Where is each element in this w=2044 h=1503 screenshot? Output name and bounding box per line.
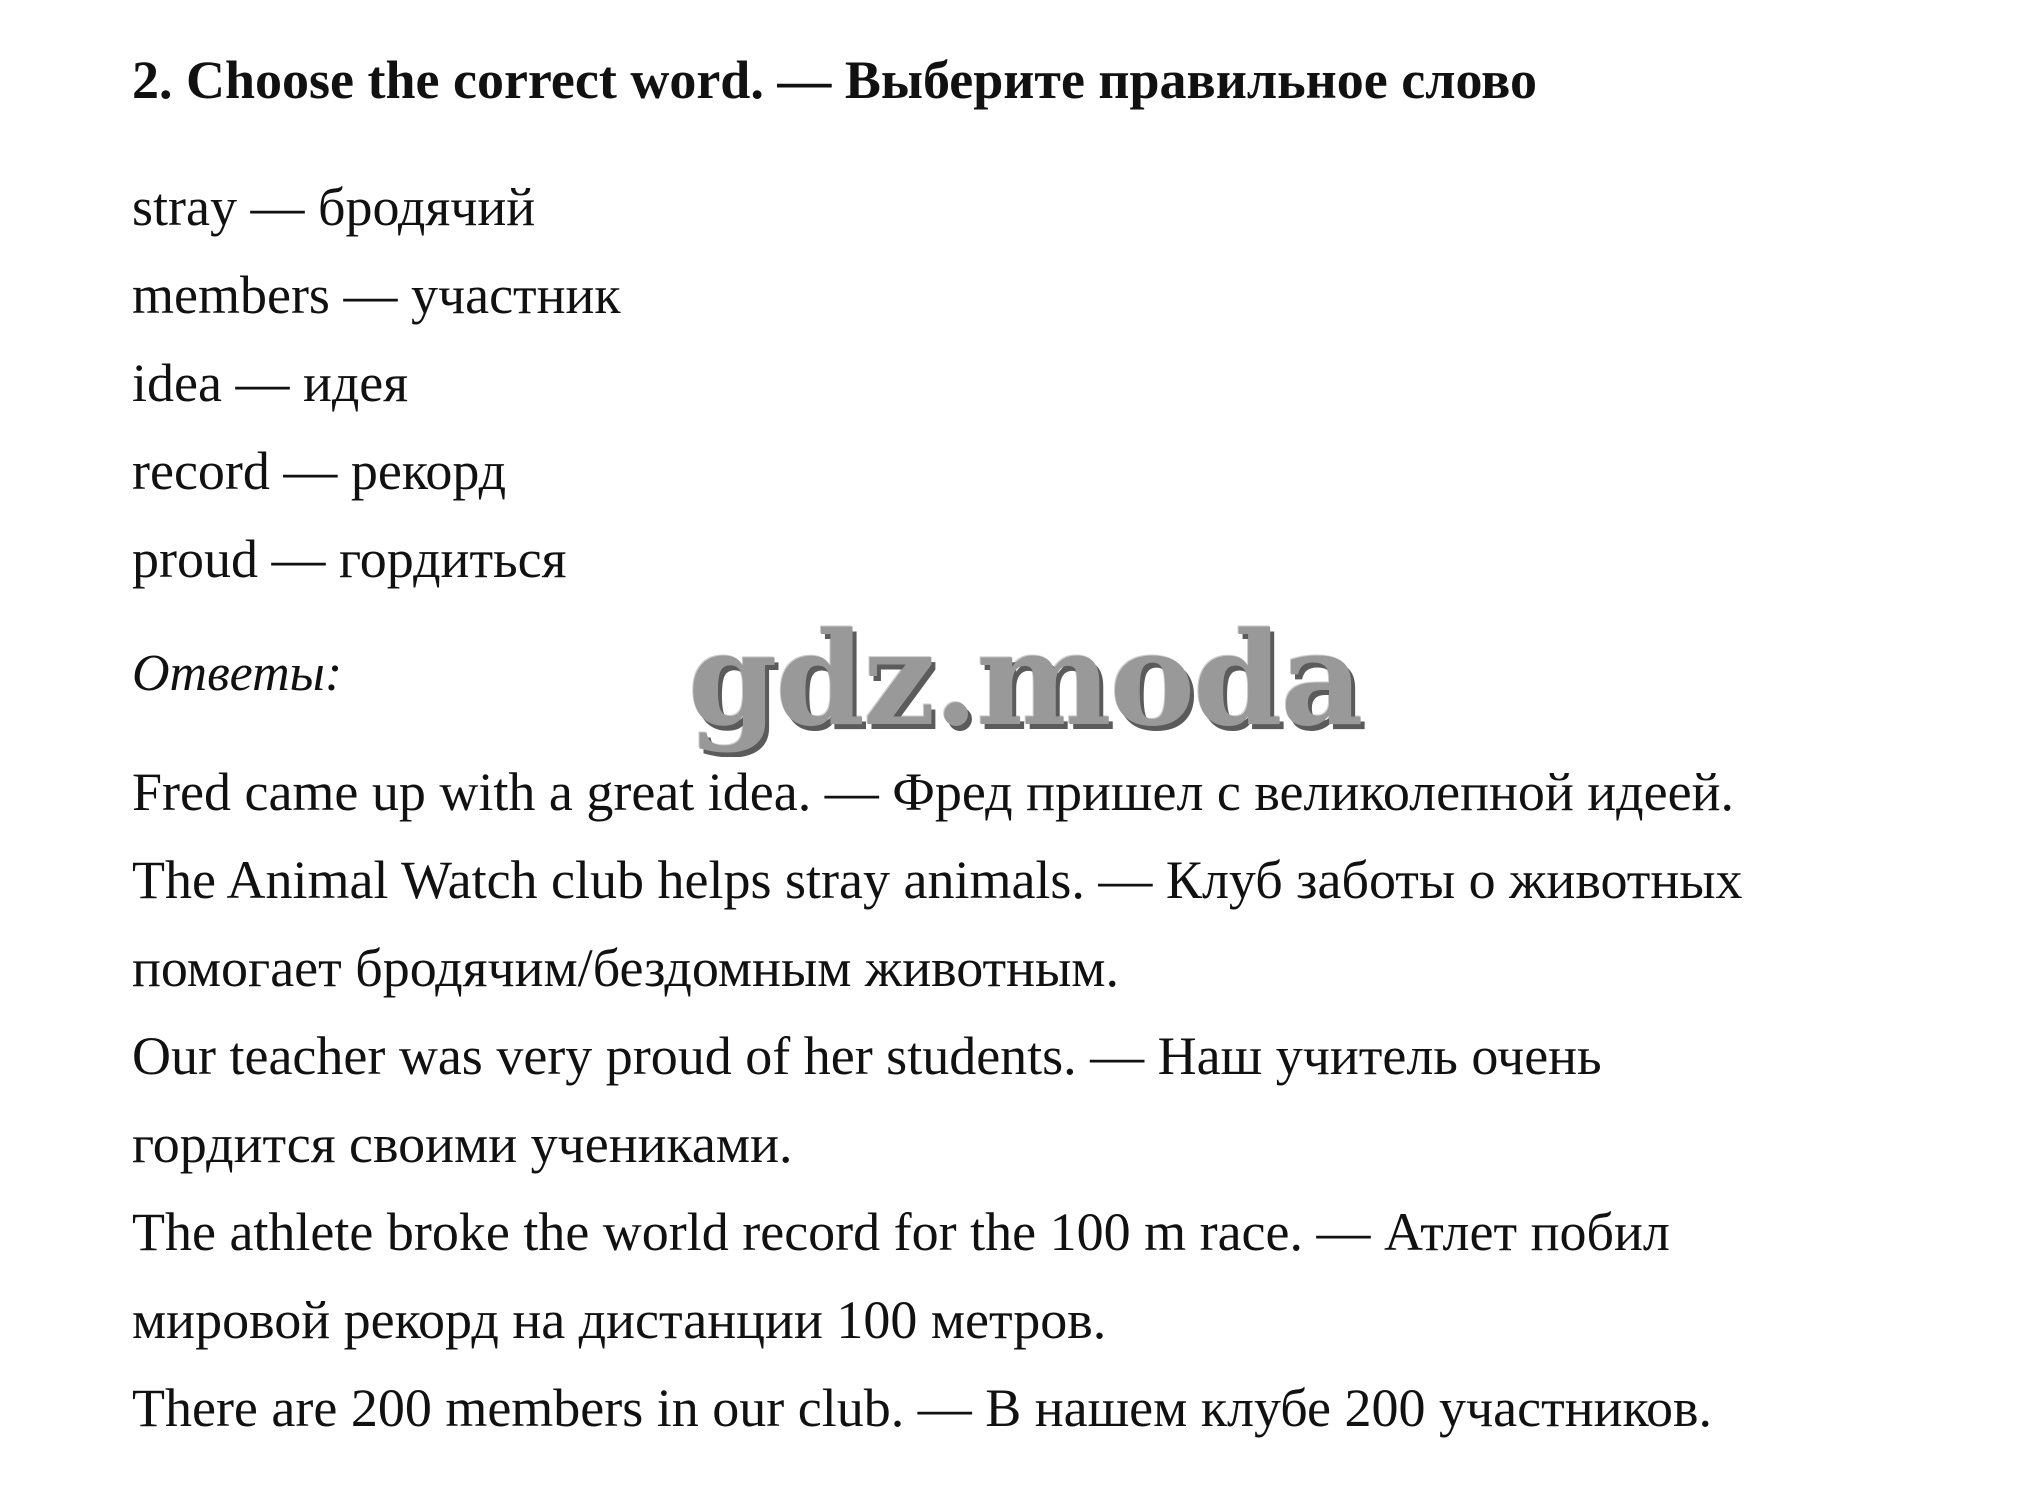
answer-line: There are 200 members in our club. — В нашем клубе 200 участников. <box>132 1378 1713 1438</box>
answer-line: The athlete broke the world record for the 100 m race. — Атлет побил <box>132 1202 1670 1262</box>
answer-line: гордится своими учениками. <box>132 1114 793 1174</box>
watermark-logo: gdz.moda <box>688 605 1362 755</box>
vocabulary-item: proud — гордиться <box>132 529 567 589</box>
vocabulary-item: idea — идея <box>132 353 409 413</box>
answer-line: The Animal Watch club helps stray animals. — Клуб заботы о животных <box>132 850 1743 910</box>
answer-line: Our teacher was very proud of her students. — Наш учитель очень <box>132 1026 1602 1086</box>
vocabulary-list <box>132 163 621 603</box>
answers-text <box>132 748 1743 1452</box>
vocabulary-item: members — участник <box>132 265 621 325</box>
exercise-title: 2. Choose the correct word. — Выберите правильное слово <box>132 50 1537 110</box>
answer-line: Fred came up with a great idea. — Фред пришел с великолепной идеей. <box>132 762 1734 822</box>
vocabulary-item: stray — бродячий <box>132 177 536 237</box>
vocabulary-item: record — рекорд <box>132 441 507 501</box>
answers-heading: Ответы: <box>132 645 343 702</box>
answer-line: помогает бродячим/бездомным животным. <box>132 938 1119 998</box>
answer-line: мировой рекорд на дистанции 100 метров. <box>132 1290 1107 1350</box>
